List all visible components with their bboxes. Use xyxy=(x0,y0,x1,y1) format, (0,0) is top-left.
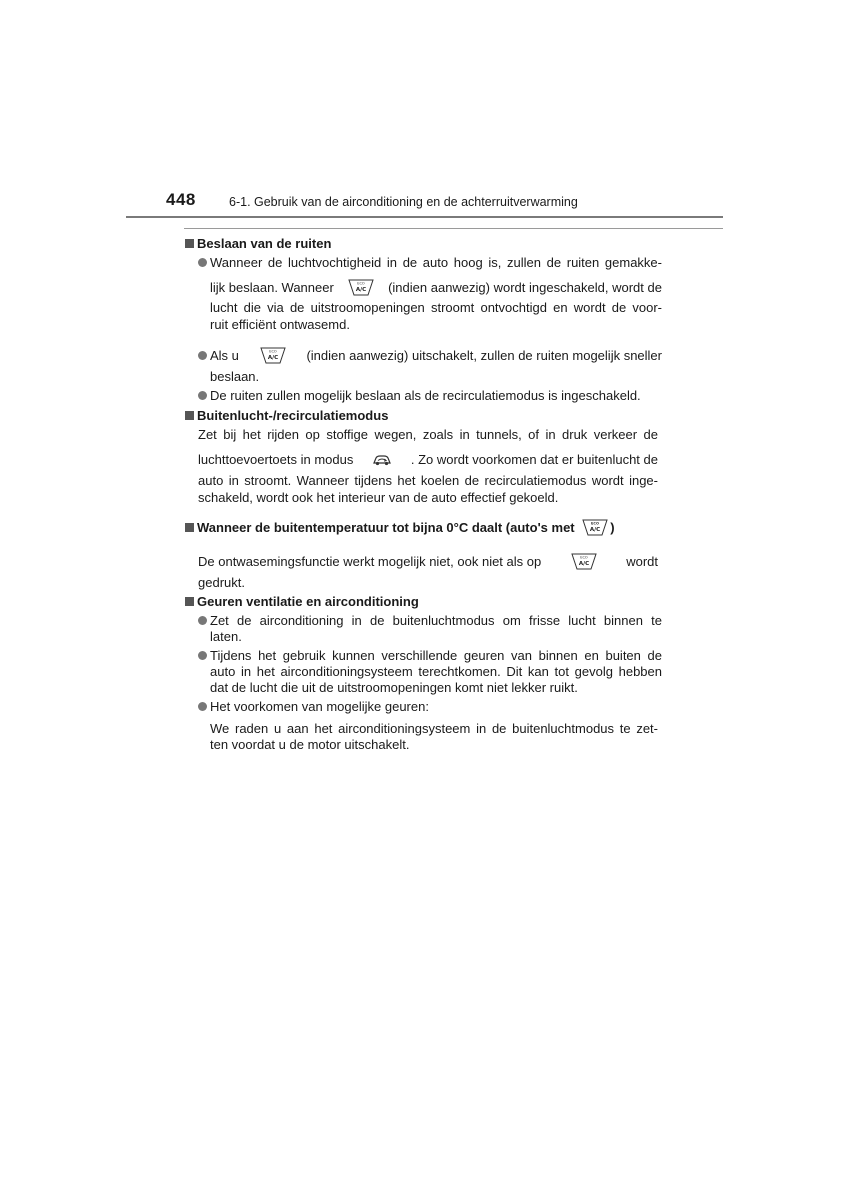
svg-text:A/C: A/C xyxy=(590,527,601,533)
ac-button-icon xyxy=(348,279,374,296)
round-bullet-icon xyxy=(198,702,207,711)
s3-line1: De ontwasemingsfunctie werkt mogelijk niet, ook niet als op ECO A/C wordt xyxy=(198,553,658,569)
s2-line3: auto in stroomt. Wanneer tijdens het koelen de recirculatiemodus wordt inge- xyxy=(198,473,658,488)
round-bullet-icon xyxy=(198,351,207,360)
s2-line1: Zet bij het rijden op stoffige wegen, zoals in tunnels, of in druk verkeer de xyxy=(198,427,658,442)
s4-bullet3-line3: ten voordat u de motor uitschakelt. xyxy=(210,737,410,752)
svg-text:ECO: ECO xyxy=(580,555,588,560)
svg-text:ECO: ECO xyxy=(357,281,365,286)
round-bullet-icon xyxy=(198,258,207,267)
page-header xyxy=(126,188,723,218)
section-title: 6-1. Gebruik van de airconditioning en de achterruitverwarming xyxy=(229,195,578,209)
s2-line4: schakeld, wordt ook het interieur van de auto effectief gekoeld. xyxy=(198,490,559,505)
s4-bullet2-line2: auto in het airconditioningsysteem terechtkomen. Dit kan tot gevolg hebben xyxy=(210,664,662,679)
s4-bullet1-line1: Zet de airconditioning in de buitenluchtmodus om frisse lucht binnen te xyxy=(198,613,662,629)
square-bullet-icon xyxy=(185,239,194,248)
ac-button-icon xyxy=(582,519,608,536)
s4-bullet2-line3: dat de lucht die uit de uitstroomopeningen komt niet lekker ruikt. xyxy=(210,680,578,695)
heading-geuren: Geuren ventilatie en airconditioning xyxy=(185,594,419,610)
s4-bullet1-line2: laten. xyxy=(210,629,242,644)
svg-text:A/C: A/C xyxy=(267,355,278,361)
content-rule xyxy=(184,228,723,229)
svg-text:A/C: A/C xyxy=(355,287,367,293)
s4-bullet3-line2: We raden u aan het airconditioningsysteem in de buitenluchtmodus te zet- xyxy=(210,721,658,736)
s4-bullet2-line1: Tijdens het gebruik kunnen verschillende geuren van binnen en buiten de xyxy=(198,648,662,664)
s1-bullet2-line1: Als u ECO A/C (indien aanwezig) uitschakelt, zullen de ruiten mogelijk sneller xyxy=(198,347,662,364)
svg-text:ECO: ECO xyxy=(591,521,600,526)
recirculation-mode-icon xyxy=(371,453,393,467)
heading-buitentemperatuur: Wanneer de buitentemperatuur tot bijna 0°C daalt (auto's met ECO A/C ) xyxy=(185,519,615,536)
square-bullet-icon xyxy=(185,597,194,606)
heading-buitenlucht: Buitenlucht-/recirculatiemodus xyxy=(185,408,388,424)
round-bullet-icon xyxy=(198,651,207,660)
s1-bullet1-line4: ruit efficiënt ontwasemd. xyxy=(210,317,350,332)
page-number: 448 xyxy=(166,190,196,209)
square-bullet-icon xyxy=(185,411,194,420)
s1-bullet1-line3: lucht die via de uitstroomopeningen stroomt ontvochtigd en wordt de voor- xyxy=(210,300,662,315)
svg-text:A/C: A/C xyxy=(578,561,589,567)
ac-button-icon xyxy=(260,347,286,364)
s1-bullet2-line2: beslaan. xyxy=(210,369,260,384)
s3-line2: gedrukt. xyxy=(198,575,245,590)
heading-beslaan: Beslaan van de ruiten xyxy=(185,236,331,252)
ac-button-icon xyxy=(571,553,597,570)
square-bullet-icon xyxy=(185,523,194,532)
round-bullet-icon xyxy=(198,391,207,400)
round-bullet-icon xyxy=(198,616,207,625)
s1-bullet1-line1: Wanneer de luchtvochtigheid in de auto hoog is, zullen de ruiten gemakke- xyxy=(198,255,662,271)
s2-line2: luchttoevoertoets in modus . Zo wordt voorkomen dat er buitenlucht de xyxy=(198,452,658,467)
s4-bullet3-line1: Het voorkomen van mogelijke geuren: xyxy=(198,699,429,715)
s1-bullet1-line2: lijk beslaan. Wanneer ECO A/C (indien aanwezig) wordt ingeschakeld, wordt de xyxy=(210,279,662,295)
s1-bullet3-line1: De ruiten zullen mogelijk beslaan als de recirculatiemodus is ingeschakeld. xyxy=(198,388,641,404)
header-rule xyxy=(126,216,723,218)
svg-text:ECO: ECO xyxy=(268,349,277,354)
